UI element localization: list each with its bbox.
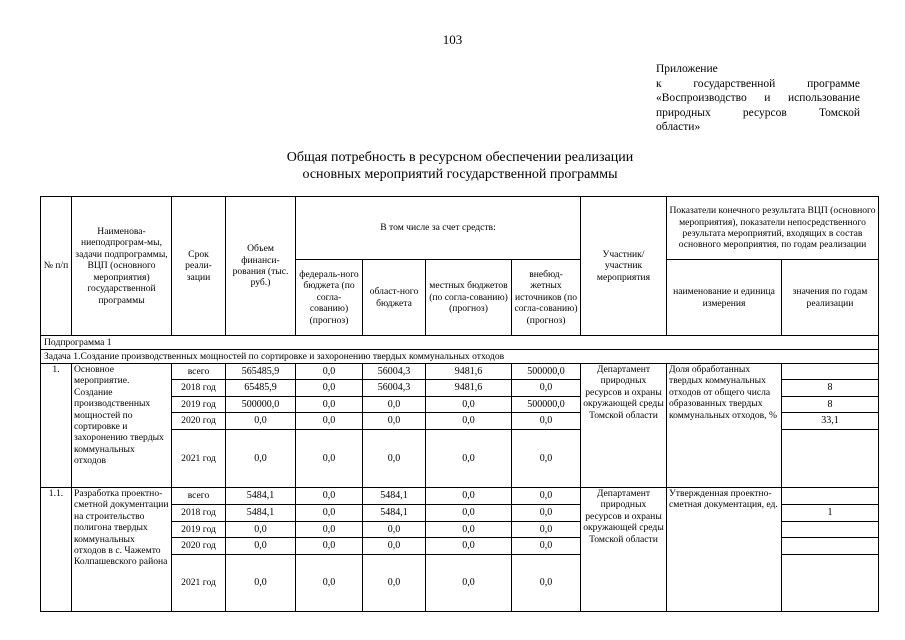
header-indicator-name: наименование и единица измерения [667, 260, 782, 336]
indicator-value-cell: 1 [782, 505, 879, 522]
federal-cell: 0,0 [296, 505, 363, 522]
local-cell: 0,0 [426, 413, 512, 430]
year-cell: 2018 год [172, 380, 226, 397]
indicator-name-cell: Доля обработанных твердых коммунальных отходов от общего числа образованных твердых коммунальных отходов, % [667, 364, 782, 488]
regional-cell: 0,0 [363, 413, 426, 430]
local-cell: 0,0 [426, 430, 512, 488]
extra-cell: 0,0 [512, 538, 581, 555]
resource-table [40, 196, 879, 612]
header-name: Наименова-ниеподпрограм-мы, задачи подпрограммы, ВЦП (основного мероприятия) государственной программы [72, 197, 172, 336]
indicator-name-cell: Утвержденная проектно-сметная документация, ед. [667, 488, 782, 612]
federal-cell: 0,0 [296, 555, 363, 612]
volume-cell: 0,0 [226, 430, 296, 488]
subprogram-row: Подпрограмма 1 [41, 336, 879, 350]
appendix-line: природных ресурсов Томской [656, 106, 860, 119]
indicator-value-cell [782, 538, 879, 555]
appendix-line: к государственной программе [656, 77, 860, 90]
header-including: В том числе за счет средств: [296, 197, 581, 260]
regional-cell: 0,0 [363, 522, 426, 538]
year-cell: 2020 год [172, 538, 226, 555]
document-title [0, 149, 905, 183]
extra-cell: 0,0 [512, 488, 581, 505]
local-cell: 9481,6 [426, 364, 512, 380]
regional-cell: 5484,1 [363, 505, 426, 522]
title-line-1: Общая потребность в ресурсном обеспечении реализации [286, 150, 634, 165]
header-federal: федераль-ного бюджета (по согла-сованию) (прогноз) [296, 260, 363, 336]
local-cell: 0,0 [426, 555, 512, 612]
regional-cell: 0,0 [363, 555, 426, 612]
indicator-value-cell [782, 364, 879, 380]
extra-cell: 0,0 [512, 555, 581, 612]
title-line-2: основных мероприятий государственной программы [302, 167, 618, 182]
indicator-value-cell: 33,1 [782, 413, 879, 430]
extra-cell: 0,0 [512, 380, 581, 397]
year-cell: 2019 год [172, 522, 226, 538]
regional-cell: 56004,3 [363, 364, 426, 380]
regional-cell: 5484,1 [363, 488, 426, 505]
year-cell: 2021 год [172, 430, 226, 488]
extra-cell: 0,0 [512, 505, 581, 522]
federal-cell: 0,0 [296, 538, 363, 555]
year-cell: всего [172, 364, 226, 380]
extra-cell: 500000,0 [512, 397, 581, 413]
page-number: 103 [442, 32, 463, 47]
activity-name: Основное мероприятие. Создание производственных мощностей по сортировке и захоронению твердых коммунальных отходов [72, 364, 172, 488]
volume-cell: 65485,9 [226, 380, 296, 397]
header-term: Срок реали-зации [172, 197, 226, 336]
header-volume: Объем финанси-рования (тыс. руб.) [226, 197, 296, 336]
extra-cell: 0,0 [512, 430, 581, 488]
volume-cell: 0,0 [226, 555, 296, 612]
federal-cell: 0,0 [296, 380, 363, 397]
row-number: 1. [41, 364, 72, 488]
indicator-value-cell [782, 522, 879, 538]
header-extra: внебюд-жетных источников (по согла-сованию) (прогноз) [512, 260, 581, 336]
federal-cell: 0,0 [296, 364, 363, 380]
volume-cell: 565485,9 [226, 364, 296, 380]
extra-cell: 0,0 [512, 522, 581, 538]
indicator-value-cell: 8 [782, 380, 879, 397]
year-cell: 2021 год [172, 555, 226, 612]
participant-cell: Департамент природных ресурсов и охраны окружающей среды Томской области [581, 488, 667, 612]
local-cell: 0,0 [426, 505, 512, 522]
header-local: местных бюджетов (по согла-сованию) (прогноз) [426, 260, 512, 336]
regional-cell: 0,0 [363, 538, 426, 555]
year-cell: 2018 год [172, 505, 226, 522]
indicator-value-cell [782, 555, 879, 612]
appendix-line: «Воспроизводство и использование [656, 92, 860, 105]
extra-cell: 0,0 [512, 413, 581, 430]
extra-cell: 500000,0 [512, 364, 581, 380]
year-cell: 2020 год [172, 413, 226, 430]
appendix-note [656, 62, 860, 135]
volume-cell: 0,0 [226, 538, 296, 555]
indicator-value-cell [782, 430, 879, 488]
indicator-value-cell: 8 [782, 397, 879, 413]
header-participant: Участник/ участник мероприятия [581, 197, 667, 336]
regional-cell: 0,0 [363, 397, 426, 413]
volume-cell: 0,0 [226, 522, 296, 538]
federal-cell: 0,0 [296, 413, 363, 430]
volume-cell: 5484,1 [226, 488, 296, 505]
appendix-line: Приложение [656, 63, 718, 75]
header-indicators: Показатели конечного результата ВЦП (основного мероприятия), показатели непосредственного результата мероприятий, входящих в состав основного мероприятия, по годам реализации [667, 197, 879, 260]
volume-cell: 500000,0 [226, 397, 296, 413]
volume-cell: 5484,1 [226, 505, 296, 522]
local-cell: 9481,6 [426, 380, 512, 397]
federal-cell: 0,0 [296, 397, 363, 413]
row-number: 1.1. [41, 488, 72, 612]
year-cell: всего [172, 488, 226, 505]
local-cell: 0,0 [426, 538, 512, 555]
header-indicator-values: значения по годам реализации [782, 260, 879, 336]
local-cell: 0,0 [426, 397, 512, 413]
activity-name: Разработка проектно-сметной документации на строительство полигона твердых коммунальных отходов в с. Чажемто Колпашевского района [72, 488, 172, 612]
federal-cell: 0,0 [296, 488, 363, 505]
year-cell: 2019 год [172, 397, 226, 413]
task-row: Задача 1.Создание производственных мощностей по сортировке и захоронению твердых коммунальных отходов [41, 350, 879, 364]
regional-cell: 0,0 [363, 430, 426, 488]
volume-cell: 0,0 [226, 413, 296, 430]
federal-cell: 0,0 [296, 522, 363, 538]
appendix-line: области» [656, 121, 701, 134]
header-num: № п/п [41, 197, 72, 336]
local-cell: 0,0 [426, 522, 512, 538]
regional-cell: 56004,3 [363, 380, 426, 397]
participant-cell: Департамент природных ресурсов и охраны окружающей среды Томской области [581, 364, 667, 488]
local-cell: 0,0 [426, 488, 512, 505]
indicator-value-cell [782, 488, 879, 505]
federal-cell: 0,0 [296, 430, 363, 488]
header-regional: област-ного бюджета [363, 260, 426, 336]
